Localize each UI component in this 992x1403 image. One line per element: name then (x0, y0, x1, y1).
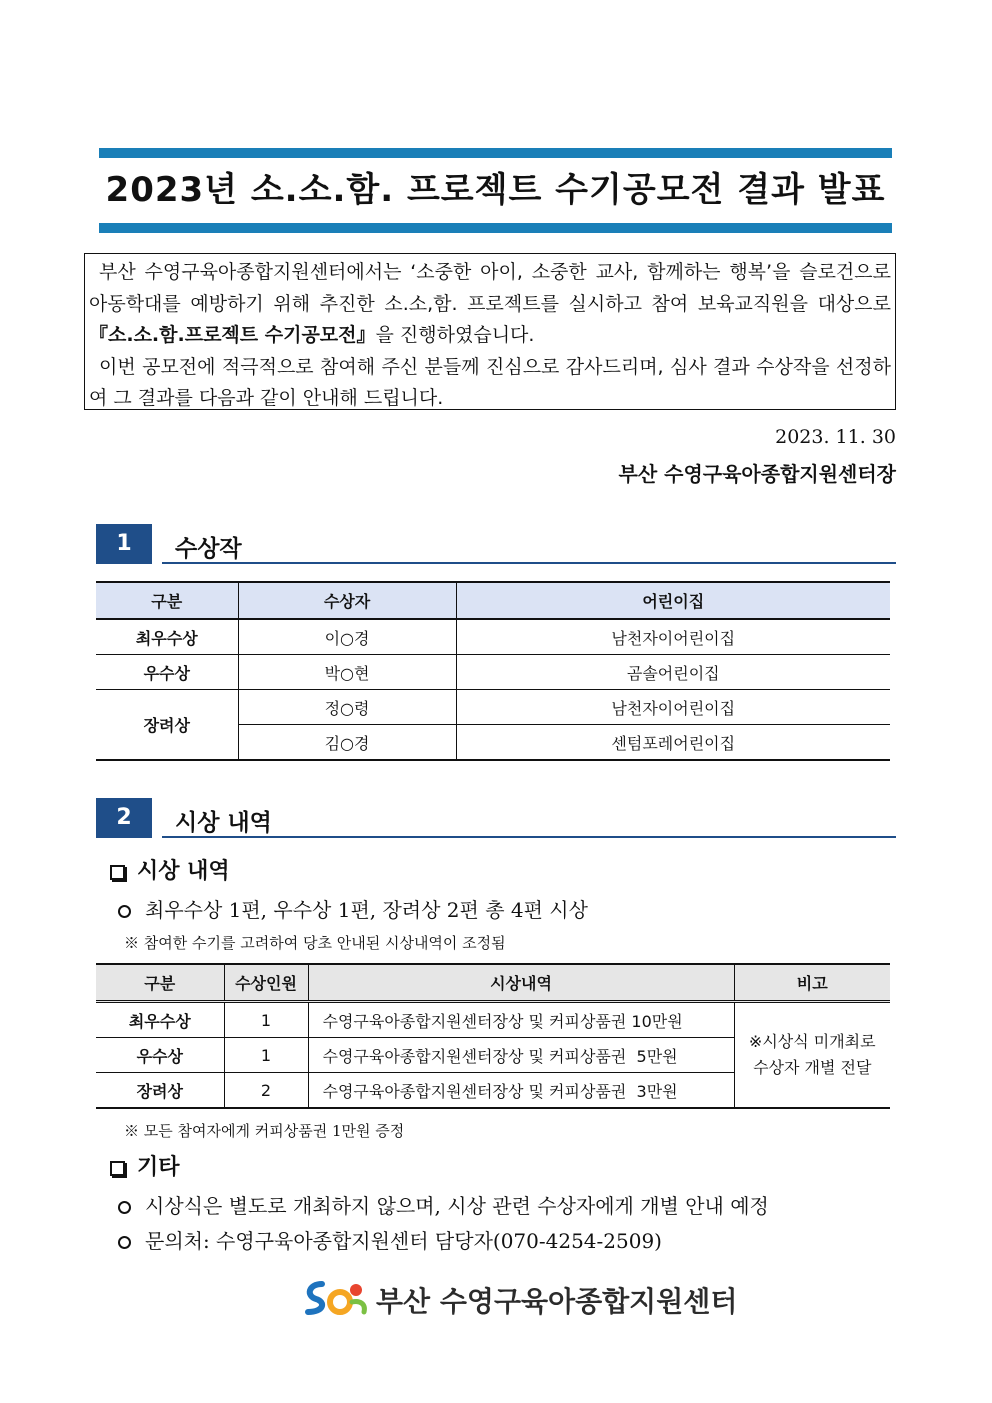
intro-contest-name: 『소.소.함.프로젝트 수기공모전』 (89, 324, 376, 346)
award-winner: 정○령 (238, 690, 456, 725)
intro-paragraph-2: 이번 공모전에 적극적으로 참여해 주신 분들께 진심으로 감사드리며, 심사 결과 수상작을 선정하여 그 결과를 다음과 같이 안내해 드립니다. (89, 355, 891, 409)
note-adjustment: ※ 참여한 수기를 고려하여 당초 안내된 시상내역이 조정됨 (124, 934, 506, 952)
section-2-underline (162, 836, 896, 838)
subhead-other (110, 1150, 180, 1181)
intro-text-end: 을 진행하였습니다. (375, 324, 535, 346)
header-count: 수상인원 (224, 964, 308, 1002)
note-participants: ※ 모든 참여자에게 커피상품권 1만원 증정 (124, 1122, 405, 1140)
prize-summary (118, 894, 588, 923)
other-bullet-2 (118, 1225, 662, 1254)
section-1-title: 수상작 (175, 536, 242, 562)
center-logo-icon (300, 1278, 372, 1318)
award-center: 곰솔어린이집 (456, 655, 890, 690)
prize-detail: 수영구육아종합지원센터장상 및 커피상품권 10만원 (308, 1002, 734, 1038)
contact-text: 문의처: 수영구육아종합지원센터 담당자(070-4254-2509) (145, 1229, 662, 1253)
logo-text: 부산 수영구육아종합지원센터 (376, 1285, 738, 1318)
award-center: 센텀포레어린이집 (456, 725, 890, 761)
award-winner: 이○경 (238, 619, 456, 655)
award-category: 장려상 (96, 690, 238, 761)
prize-count: 1 (224, 1038, 308, 1073)
table-row (96, 619, 890, 655)
prize-count: 1 (224, 1002, 308, 1038)
remark-line-1: ※시상식 미개최로 (748, 1032, 876, 1051)
section-2-number: 2 (96, 798, 152, 838)
prize-category: 장려상 (96, 1073, 224, 1109)
prize-count: 2 (224, 1073, 308, 1109)
square-bullet-icon (110, 1161, 125, 1176)
award-winner: 김○경 (238, 725, 456, 761)
prize-detail: 수영구육아종합지원센터장상 및 커피상품권 3만원 (308, 1073, 734, 1109)
awards-table (96, 581, 890, 761)
intro-box (84, 253, 896, 410)
header-category: 구분 (96, 964, 224, 1002)
table-row (96, 1002, 890, 1038)
prize-summary-text: 최우수상 1편, 우수상 1편, 장려상 2편 총 4편 시상 (145, 898, 588, 922)
header-winner: 수상자 (238, 582, 456, 619)
square-bullet-icon (110, 865, 125, 880)
circle-bullet-icon (118, 905, 131, 918)
circle-bullet-icon (118, 1236, 131, 1249)
other-bullet-1 (118, 1190, 769, 1219)
header-category: 구분 (96, 582, 238, 619)
prize-remark (734, 1002, 890, 1109)
prize-category: 우수상 (96, 1038, 224, 1073)
prize-category: 최우수상 (128, 1011, 191, 1031)
award-category: 최우수상 (96, 619, 238, 655)
other-bullet-1-text: 시상식은 별도로 개최하지 않으며, 시상 관련 수상자에게 개별 안내 예정 (145, 1194, 769, 1218)
prize-detail: 수영구육아종합지원센터장상 및 커피상품권 5만원 (308, 1038, 734, 1073)
circle-bullet-icon (118, 1201, 131, 1214)
section-1-underline (162, 562, 896, 564)
subhead-text: 기타 (137, 1155, 180, 1180)
subhead-prizes (110, 854, 230, 885)
award-winner: 박○현 (238, 655, 456, 690)
signature: 부산 수영구육아종합지원센터장 (618, 462, 896, 486)
table-row (96, 655, 890, 690)
award-category: 우수상 (96, 655, 238, 690)
title-bottom-bar (99, 223, 892, 233)
table-header-row (96, 582, 890, 619)
award-center: 남천자이어린이집 (456, 690, 890, 725)
intro-paragraph-1 (89, 257, 891, 352)
title-top-bar (99, 148, 892, 158)
date: 2023. 11. 30 (775, 426, 896, 448)
subhead-text: 시상 내역 (137, 859, 230, 884)
header-center: 어린이집 (456, 582, 890, 619)
section-1-number: 1 (96, 524, 152, 564)
table-header-row (96, 964, 890, 1002)
intro-text: 부산 수영구육아종합지원센터에서는 ‘소중한 아이, 소중한 교사, 함께하는 행복’을 슬로건으로 아동학대를 예방하기 위해 추진한 소.소,함. 프로젝트를 실시하고 참여 보육교직원을 대상으로 (89, 261, 891, 315)
page-title: 2023년 소.소.함. 프로젝트 수기공모전 결과 발표 (105, 170, 886, 210)
header-remark: 비고 (734, 964, 890, 1002)
remark-line-2: 수상자 개별 전달 (753, 1058, 872, 1077)
table-row (96, 690, 890, 725)
award-center: 남천자이어린이집 (456, 619, 890, 655)
section-2-title: 시상 내역 (175, 810, 272, 836)
header-detail: 시상내역 (308, 964, 734, 1002)
prize-table (96, 963, 890, 1109)
